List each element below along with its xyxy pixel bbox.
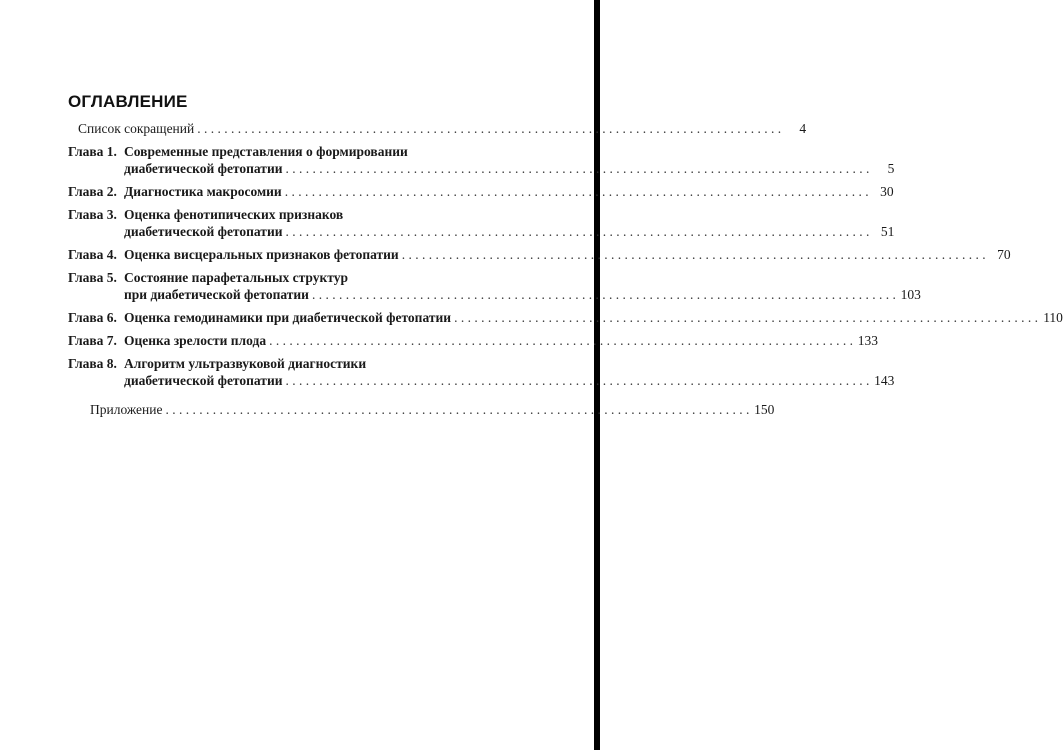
entry-page: 133	[857, 333, 878, 348]
toc-entry-chapter-7[interactable]	[68, 332, 878, 349]
leader-dots	[269, 332, 853, 349]
entry-page: 51	[880, 224, 895, 239]
chapter-title-line2: диабетической фетопатии	[124, 161, 283, 176]
chapter-title-line1: Алгоритм ультразвуковой диагностики	[124, 356, 367, 371]
chapter-number: Глава 6.	[68, 310, 117, 325]
leader-dots	[286, 160, 870, 177]
entry-page: 150	[754, 402, 775, 417]
entry-page: 30	[880, 184, 894, 199]
leader-dots	[285, 183, 869, 200]
leader-dots	[454, 309, 1038, 326]
toc-entry-chapter-5[interactable]	[68, 269, 921, 303]
chapter-number: Глава 4.	[68, 247, 117, 262]
entry-page: 4	[799, 121, 807, 136]
chapter-title-line1: Оценка фенотипических признаков	[124, 207, 344, 222]
toc-entry-chapter-3[interactable]	[68, 206, 895, 240]
table-of-contents	[68, 92, 1063, 424]
toc-entry-appendix[interactable]	[68, 401, 775, 418]
toc-heading: ОГЛАВЛЕНИЕ	[68, 92, 188, 111]
entry-page: 103	[900, 287, 921, 302]
leader-dots	[197, 120, 781, 137]
entry-title: Список сокращений	[78, 121, 195, 136]
entry-page: 110	[1043, 310, 1063, 325]
chapter-number: Глава 2.	[68, 184, 117, 199]
leader-dots	[165, 401, 749, 418]
chapter-title-line2: диабетической фетопатии	[124, 224, 283, 239]
chapter-title-line2: диабетической фетопатии	[124, 373, 283, 388]
chapter-title-line1: Состояние парафетальных структур	[124, 270, 348, 285]
leader-dots	[286, 372, 870, 389]
toc-entry-chapter-6[interactable]	[68, 309, 1063, 326]
entry-title: Приложение	[90, 402, 163, 417]
chapter-title-line1: Оценка зрелости плода	[124, 333, 267, 348]
chapter-number: Глава 8.	[68, 356, 117, 371]
leader-dots	[312, 286, 896, 303]
entry-page: 5	[887, 161, 895, 176]
chapter-number: Глава 3.	[68, 207, 117, 222]
leader-dots	[286, 223, 870, 240]
entry-page: 70	[997, 247, 1011, 262]
chapter-number: Глава 1.	[68, 144, 117, 159]
chapter-title-line2: при диабетической фетопатии	[124, 287, 309, 302]
entry-page: 143	[874, 373, 895, 388]
toc-entry-abbreviations[interactable]	[68, 120, 807, 137]
chapter-title-line1: Современные представления о формировании	[124, 144, 408, 159]
chapter-number: Глава 7.	[68, 333, 117, 348]
toc-entry-chapter-4[interactable]	[68, 246, 1011, 263]
toc-entry-chapter-8[interactable]	[68, 355, 895, 389]
chapter-title-line1: Оценка гемодинамики при диабетической фетопатии	[124, 310, 452, 325]
chapter-title-line1: Оценка висцеральных признаков фетопатии	[124, 247, 399, 262]
chapter-number: Глава 5.	[68, 270, 117, 285]
chapter-title-line1: Диагностика макросомии	[124, 184, 282, 199]
toc-entry-chapter-2[interactable]	[68, 183, 894, 200]
leader-dots	[402, 246, 986, 263]
toc-entry-chapter-1[interactable]	[68, 143, 895, 177]
